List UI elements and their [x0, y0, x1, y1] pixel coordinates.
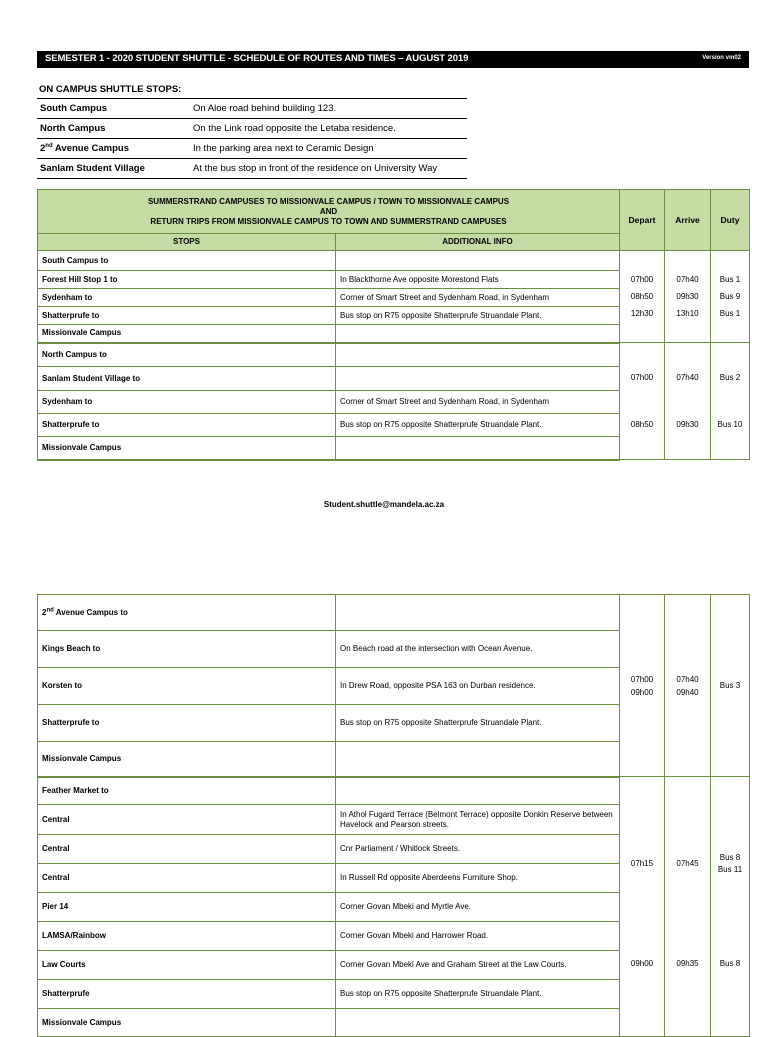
stop-cell: Shatterprufe to	[38, 307, 336, 325]
stop-cell: Missionvale Campus	[38, 325, 336, 343]
route-header-line: AND	[319, 206, 338, 216]
depart-time: 07h15	[620, 777, 665, 951]
depart-time: 09h00	[630, 687, 654, 697]
duty-value: Bus 8	[711, 951, 750, 1037]
schedule-table-summerstrand	[37, 189, 750, 461]
duty-value: Bus 1	[719, 309, 741, 318]
stop-cell: Shatterprufe to	[38, 414, 336, 437]
arrive-time: 13h10	[676, 309, 699, 318]
stop-cell: LAMSA/Rainbow	[38, 922, 336, 951]
stop-name: North Campus	[37, 119, 189, 139]
info-cell	[336, 325, 620, 343]
depart-time: 07h00	[630, 674, 654, 684]
duty-value: Bus 3	[711, 595, 750, 777]
arrive-time: 07h40	[665, 343, 711, 414]
stop-rest: Avenue Campus to	[53, 607, 128, 617]
version-label: Version vm02	[702, 55, 741, 61]
stop-cell: Central	[38, 805, 336, 835]
arrive-time: 07h40	[676, 674, 699, 684]
table-row	[38, 414, 750, 437]
stop-description: On Aloe road behind building 123.	[189, 99, 467, 119]
info-cell: Corner Govan Mbeki and Harrower Road.	[336, 922, 620, 951]
info-cell: Corner Govan Mbeki and Myrtle Ave.	[336, 893, 620, 922]
stop-suffix: nd	[46, 606, 54, 613]
duty-header: Duty	[711, 190, 750, 251]
contact-email[interactable]: Student.shuttle@mandela.ac.za	[323, 500, 445, 509]
stop-name: South Campus	[37, 99, 189, 119]
stop-row	[37, 159, 467, 179]
info-cell	[336, 1009, 620, 1037]
stop-cell: Central	[38, 864, 336, 893]
info-cell: In Athol Fugard Terrace (Belmont Terrace) opposite Donkin Reserve between Havelock and Pearson streets.	[336, 805, 620, 835]
depart-times	[620, 595, 665, 777]
info-cell: In Drew Road, opposite PSA 163 on Durban residence.	[336, 668, 620, 705]
stop-cell: Shatterprufe	[38, 980, 336, 1009]
route-header	[38, 190, 620, 234]
stop-name-suffix: nd	[45, 142, 53, 149]
info-cell: Bus stop on R75 opposite Shatterprufe Struandale Plant.	[336, 414, 620, 437]
stop-cell: Sydenham to	[38, 391, 336, 414]
arrive-times	[665, 595, 711, 777]
stop-cell: Feather Market to	[38, 777, 336, 805]
stop-cell: Pier 14	[38, 893, 336, 922]
stop-cell: Korsten to	[38, 668, 336, 705]
table-header-row	[38, 190, 750, 234]
depart-time: 07h00	[620, 343, 665, 414]
on-campus-heading: ON CAMPUS SHUTTLE STOPS:	[39, 84, 182, 95]
stop-cell: Missionvale Campus	[38, 1009, 336, 1037]
stop-row	[37, 119, 467, 139]
stop-cell: Missionvale Campus	[38, 742, 336, 777]
stop-cell: Shatterprufe to	[38, 705, 336, 742]
stop-cell: Sydenham to	[38, 289, 336, 307]
stop-cell: Missionvale Campus	[38, 437, 336, 460]
stops-column-header: STOPS	[38, 234, 336, 251]
stop-name-number: 2	[40, 143, 46, 154]
table-row	[38, 777, 750, 805]
depart-time: 08h50	[630, 292, 654, 301]
stop-name-rest: Avenue Campus	[52, 143, 130, 154]
info-cell: In Blackthorne Ave opposite Morestond Flats	[336, 271, 620, 289]
table-row	[38, 951, 750, 980]
duty-value: Bus 11	[717, 864, 743, 874]
arrive-time: 09h30	[676, 292, 699, 301]
duty-value: Bus 2	[711, 343, 750, 414]
duty-value: Bus 9	[719, 292, 741, 301]
info-cell: On Beach road at the intersection with Ocean Avenue.	[336, 631, 620, 668]
info-cell	[336, 742, 620, 777]
depart-time: 08h50	[620, 414, 665, 460]
route-header-line: SUMMERSTRAND CAMPUSES TO MISSIONVALE CAMPUS / TOWN TO MISSIONVALE CAMPUS	[147, 196, 510, 206]
stop-name	[37, 139, 189, 159]
arrive-header: Arrive	[665, 190, 711, 251]
document-title: SEMESTER 1 - 2020 STUDENT SHUTTLE - SCHEDULE OF ROUTES AND TIMES – AUGUST 2019	[45, 53, 469, 64]
stop-description: In the parking area next to Ceramic Design	[189, 139, 467, 159]
info-cell: Bus stop on R75 opposite Shatterprufe Struandale Plant.	[336, 980, 620, 1009]
stop-description: At the bus stop in front of the residence on University Way	[189, 159, 467, 179]
on-campus-stops-table	[37, 98, 467, 179]
arrive-time: 09h30	[665, 414, 711, 460]
duty-values	[711, 251, 750, 343]
stop-cell: South Campus to	[38, 251, 336, 271]
stop-row	[37, 139, 467, 159]
info-column-header: ADDITIONAL INFO	[336, 234, 620, 251]
route-header-line: RETURN TRIPS FROM MISSIONVALE CAMPUS TO TOWN AND SUMMERSTRAND CAMPUSES	[150, 216, 507, 226]
info-cell: Corner of Smart Street and Sydenham Road, in Sydenham	[336, 391, 620, 414]
info-cell	[336, 437, 620, 460]
info-cell: Bus stop on R75 opposite Shatterprufe Struandale Plant.	[336, 705, 620, 742]
duty-value: Bus 1	[719, 275, 741, 284]
depart-times	[620, 251, 665, 343]
stop-cell: Kings Beach to	[38, 631, 336, 668]
title-bar	[37, 51, 749, 68]
info-cell	[336, 777, 620, 805]
depart-time: 12h30	[630, 309, 654, 318]
arrive-times	[665, 251, 711, 343]
depart-time: 07h00	[630, 275, 654, 284]
stop-name: Sanlam Student Village	[37, 159, 189, 179]
info-cell: Bus stop on R75 opposite Shatterprufe Struandale Plant.	[336, 307, 620, 325]
info-cell: Corner Govan Mbeki Ave and Graham Street at the Law Courts.	[336, 951, 620, 980]
duty-values	[711, 777, 750, 951]
depart-time: 09h00	[620, 951, 665, 1037]
info-cell: In Russell Rd opposite Aberdeens Furniture Shop.	[336, 864, 620, 893]
stop-cell: Central	[38, 835, 336, 864]
info-cell	[336, 343, 620, 367]
info-cell	[336, 367, 620, 391]
duty-value: Bus 10	[711, 414, 750, 460]
info-cell: Corner of Smart Street and Sydenham Road, in Sydenham	[336, 289, 620, 307]
stop-row	[37, 99, 467, 119]
table-row	[38, 251, 750, 271]
info-cell	[336, 251, 620, 271]
arrive-time: 07h45	[665, 777, 711, 951]
table-row	[38, 595, 750, 631]
stop-cell: Forest Hill Stop 1 to	[38, 271, 336, 289]
table-row	[38, 343, 750, 367]
stop-cell: Sanlam Student Village to	[38, 367, 336, 391]
info-cell: Cnr Parliament / Whitlock Streets.	[336, 835, 620, 864]
stop-description: On the Link road opposite the Letaba residence.	[189, 119, 467, 139]
stop-cell: Law Courts	[38, 951, 336, 980]
info-cell	[336, 595, 620, 631]
schedule-table-town	[37, 594, 750, 1037]
arrive-time: 07h40	[676, 275, 699, 284]
duty-value: Bus 8	[719, 852, 741, 862]
stop-cell	[38, 595, 336, 631]
stop-number: 2	[42, 607, 47, 617]
arrive-time: 09h35	[665, 951, 711, 1037]
stop-cell: North Campus to	[38, 343, 336, 367]
arrive-time: 09h40	[676, 687, 699, 697]
depart-header: Depart	[620, 190, 665, 251]
